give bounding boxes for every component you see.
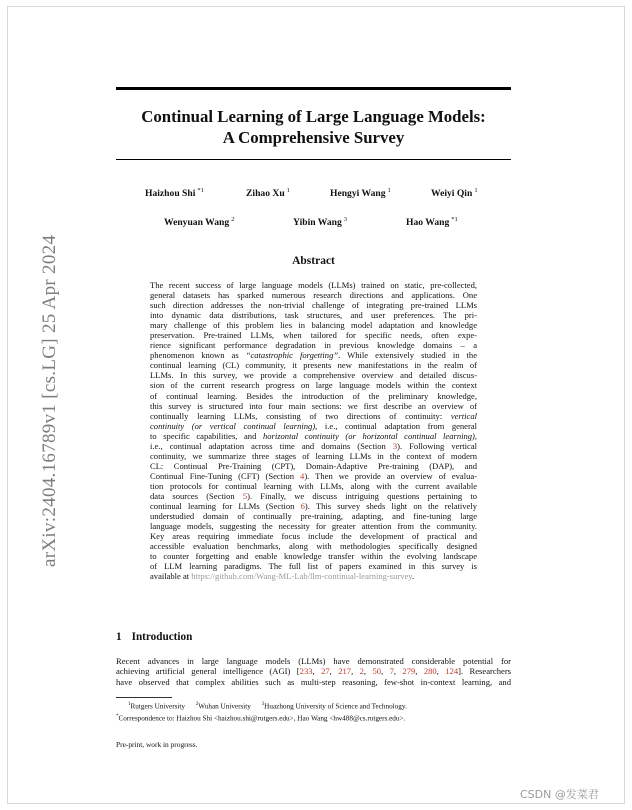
abstract-line: understudied domain of continually pre-training, adapting, and fine-tuning large	[150, 511, 477, 522]
citation-link[interactable]: 279	[402, 666, 416, 677]
author-wenyuan-wang: Wenyuan Wang $^2$	[164, 216, 235, 229]
citation-link[interactable]: 50	[372, 666, 382, 677]
author-zihao-xu: Zihao Xu $^1$	[246, 187, 290, 200]
arxiv-identifier: arXiv:2404.16789v1 [cs.LG] 25 Apr 2024	[39, 234, 60, 567]
title-line-1: Continual Learning of Large Language Models:	[141, 107, 486, 126]
abstract-line: rience significant performance degradation in previous knowledge domains – a	[150, 340, 477, 351]
citation-link[interactable]: 233	[299, 666, 313, 677]
citation-link[interactable]: 124	[445, 666, 459, 677]
section-heading-introduction: 1 Introduction	[116, 631, 193, 643]
github-link[interactable]: https://github.com/Wang-ML-Lab/llm-continual-learning-survey	[191, 571, 412, 582]
abstract-line: of continual learning. Besides the introduction of the preliminary knowledge,	[150, 390, 477, 401]
abstract-line: to counter forgetting and enable knowledge transfer within the evolving landscape	[150, 551, 477, 562]
intro-line: achieving artificial general intelligence (AGI) [233, 27, 217, 2, 50, 7, 279, 280, 124]. Researchers	[116, 666, 512, 677]
abstract-line: The recent success of large language models (LLMs) trained on static, pre-collected,	[150, 280, 477, 290]
author-yibin-wang: Yibin Wang $^3$	[293, 216, 348, 229]
abstract-line: into dynamic data distributions, task structures, and user preferences. The pri-	[150, 310, 477, 321]
citation-link[interactable]: 2	[359, 666, 364, 677]
abstract-line: i.e., continual adaptation across time and domains (Section 3). Following vertical	[150, 440, 477, 451]
author-hengyi-wang: Hengyi Wang $^1$	[330, 187, 391, 200]
abstract-line: available at https://github.com/Wang-ML-Lab/llm-continual-learning-survey.	[150, 571, 415, 582]
section-ref-link[interactable]: 6	[300, 501, 305, 512]
abstract-line: continuity (or vertical continual learning), i.e., continual adaptation from general	[150, 420, 477, 431]
abstract-line: such direction addresses the non-trivial challenge of integrating pre-trained LLMs	[150, 300, 477, 311]
introduction-body	[116, 656, 511, 687]
citation-link[interactable]: 280	[423, 666, 437, 677]
author-haizhou-shi: Haizhou Shi $^{*1}$	[145, 187, 204, 200]
section-ref-link[interactable]: 5	[242, 490, 248, 501]
title-top-rule	[116, 87, 511, 90]
abstract-line: language models, suggesting the necessity for greater attention from the community.	[150, 521, 477, 532]
intro-line: Recent advances in large language models (LLMs) have demonstrated considerable potential for	[116, 656, 511, 666]
correspondence-footnote: *Correspondence to: Haizhou Shi <haizhou.shi@rutgers.edu>, Hao Wang <hw488@cs.rutgers.edu>.	[116, 713, 406, 723]
abstract-line: of LLM learning paradigms. The full list of papers examined in this survey is	[150, 561, 477, 572]
abstract-line: continual learning for LLMs (Section 6). This survey sheds light on the relatively	[150, 501, 477, 512]
author-hao-wang: Hao Wang $^{*1}$	[406, 216, 458, 229]
abstract-line: continually learning LLMs, consisting of two directions of continuity: vertical	[150, 410, 477, 421]
title-bottom-rule	[116, 159, 511, 160]
abstract-line: mary challenge of this problem lies in balancing model adaptation and knowledge	[150, 320, 477, 331]
intro-line: have observed that complex abilities such as multi-step reasoning, few-shot in-context learning, and	[116, 676, 511, 687]
abstract-heading: Abstract	[292, 255, 335, 267]
csdn-watermark: CSDN @发菜君	[520, 788, 599, 801]
abstract-line: continuity, we summarize three stages of learning LLMs in the context of modern	[150, 450, 477, 461]
abstract-line: LLMs. In this survey, we provide a comprehensive overview and detailed discus-	[150, 370, 477, 381]
abstract-line: to specific capabilities, and horizontal continuity (or horizontal continual learning),	[150, 430, 477, 441]
abstract-body	[150, 280, 477, 581]
citation-link[interactable]: 217	[338, 666, 352, 677]
author-weiyi-qin: Weiyi Qin $^1$	[431, 187, 478, 200]
preprint-note: Pre-print, work in progress.	[116, 740, 198, 749]
abstract-line: Continual Fine-Tuning (CFT) (Section 4). Then we provide an overview of evalua-	[150, 470, 477, 481]
abstract-line: general datasets has sparked numerous research directions and applications. One	[150, 290, 477, 301]
abstract-line: preservation. Pre-trained LLMs, when tailored for specific needs, often expe-	[150, 330, 477, 341]
abstract-line: data sources (Section 5). Finally, we discuss intriguing questions pertaining to	[150, 490, 477, 501]
abstract-line: tion protocols for continual learning with LLMs, along with the current available	[150, 480, 477, 491]
citation-link[interactable]: 7	[389, 666, 394, 677]
footnotes	[116, 700, 511, 724]
title-line-2: A Comprehensive Survey	[222, 128, 405, 147]
section-ref-link[interactable]: 4	[300, 470, 305, 481]
abstract-line: phenomenon known as “catastrophic forgetting”. While extensively studied in the	[150, 350, 478, 361]
abstract-line: Key areas requiring immediate focus include the development of practical and	[150, 531, 477, 542]
citation-link[interactable]: 27	[321, 666, 330, 677]
abstract-line: sion of the current research progress on large language models within the context	[150, 380, 477, 391]
affiliations-footnote: $^1$Rutgers University $^2$Wuhan University $^3$Huazhong University of Science and Technology.	[128, 702, 407, 711]
section-ref-link[interactable]: 3	[392, 440, 398, 451]
abstract-line: this survey is structured into four main sections: we first describe an overview of	[150, 400, 477, 411]
abstract-line: accessible evaluation benchmarks, along with methodologies specifically designed	[150, 541, 477, 552]
paper-title	[116, 106, 511, 148]
footnote-rule	[116, 697, 172, 698]
abstract-line: CL: Continual Pre-Training (CPT), Domain-Adaptive Pre-training (DAP), and	[150, 460, 477, 471]
abstract-line: continual learning (CL) community, it presents new manifestations in the realm of	[150, 360, 477, 371]
